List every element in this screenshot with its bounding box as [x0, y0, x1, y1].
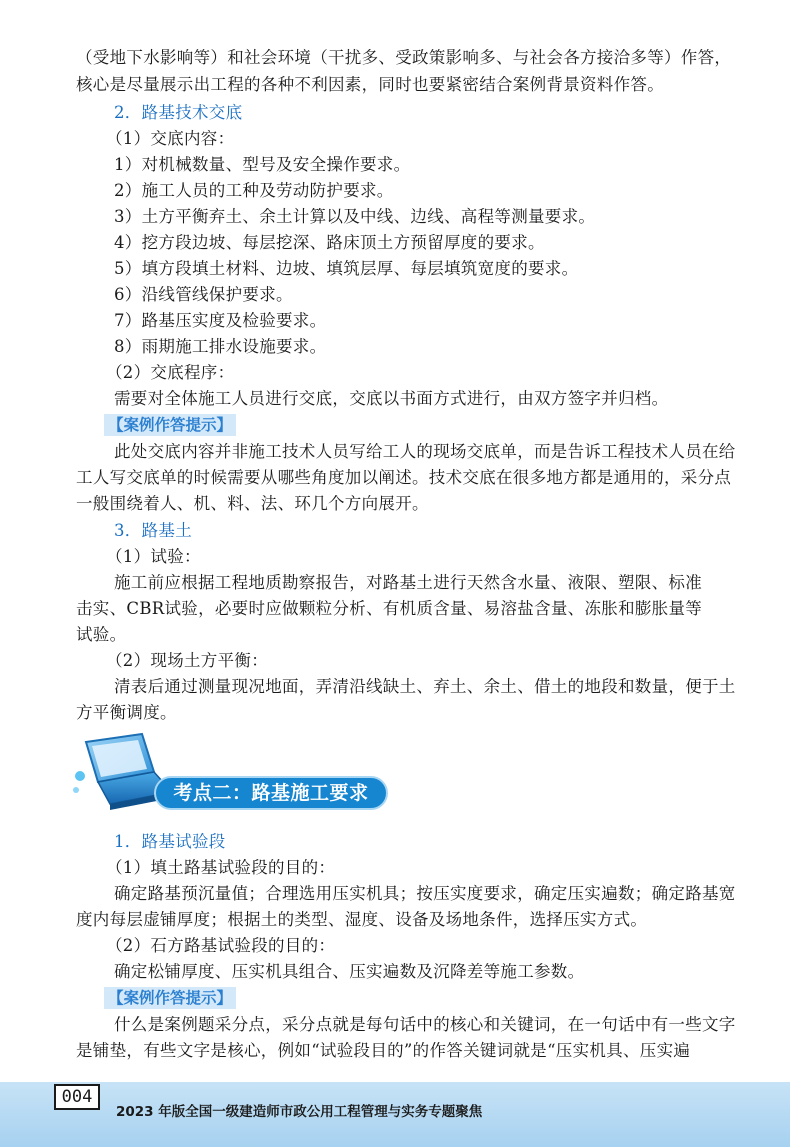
list-item: 2）施工人员的工种及劳动防护要求。	[114, 181, 394, 200]
tip-1-line-1: 此处交底内容并非施工技术人员写给工人的现场交底单，而是告诉工程技术人员在给	[114, 442, 736, 461]
exam-point-banner	[72, 732, 392, 816]
b1-subheading-2: （2）石方路基试验段的目的：	[106, 936, 336, 955]
list-item: 8）雨期施工排水设施要求。	[114, 337, 327, 356]
b1-heading: 1．路基试验段	[114, 832, 226, 851]
list-item: 3）土方平衡弃土、余土计算以及中线、边线、高程等测量要求。	[114, 207, 596, 226]
tip-2-line-1: 什么是案例题采分点，采分点就是每句话中的核心和关键词，在一句话中有一些文字	[114, 1015, 736, 1034]
tip-1-line-2: 工人写交底单的时候需要从哪些角度加以阐述。技术交底在很多地方都是通用的，采分点	[76, 468, 732, 487]
banner-title: 考点二：路基施工要求	[173, 782, 369, 804]
section-3-p1-line-3: 试验。	[76, 625, 127, 644]
section-2-subheading-1: （1）交底内容：	[106, 129, 235, 148]
intro-line-2: 核心是尽量展示出工程的各种不利因素，同时也要紧密结合案例背景资料作答。	[76, 75, 664, 94]
case-tip-label-2: 【案例作答提示】	[104, 987, 236, 1009]
list-item: 1）对机械数量、型号及安全操作要求。	[114, 155, 411, 174]
section-2-heading: 2．路基技术交底	[114, 103, 243, 122]
case-tip-label: 【案例作答提示】	[104, 414, 236, 436]
list-item: 6）沿线管线保护要求。	[114, 285, 293, 304]
tip-1-line-3: 一般围绕着人、机、料、法、环几个方向展开。	[76, 494, 429, 513]
section-3-p2-line-1: 清表后通过测量现况地面，弄清沿线缺土、弃土、余土、借土的地段和数量，便于土	[114, 677, 736, 696]
book-title: 2023 年版全国一级建造师市政公用工程管理与实务专题聚焦	[116, 1104, 483, 1120]
tip-2-line-2: 是铺垫，有些文字是核心，例如“试验段目的”的作答关键词就是“压实机具、压实遍	[76, 1041, 691, 1060]
list-item: 7）路基压实度及检验要求。	[114, 311, 327, 330]
list-item: 4）挖方段边坡、每层挖深、路床顶土方预留厚度的要求。	[114, 233, 545, 252]
intro-line-1: （受地下水影响等）和社会环境（干扰多、受政策影响多、与社会各方接洽多等）作答，	[76, 48, 732, 67]
banner-pill	[154, 776, 388, 810]
b1-p2-line: 确定松铺厚度、压实机具组合、压实遍数及沉降差等施工参数。	[114, 962, 585, 981]
list-item: 5）填方段填土材料、边坡、填筑层厚、每层填筑宽度的要求。	[114, 259, 579, 278]
section-2-subheading-2: （2）交底程序：	[106, 363, 235, 382]
b1-p1-line-2: 度内每层虚铺厚度；根据土的类型、湿度、设备及场地条件，选择压实方式。	[76, 910, 648, 929]
section-3-subheading-1: （1）试验：	[106, 547, 201, 566]
page-number: 004	[54, 1084, 100, 1110]
section-2-procedure-text: 需要对全体施工人员进行交底，交底以书面方式进行，由双方签字并归档。	[114, 389, 669, 408]
section-3-heading: 3．路基土	[114, 521, 192, 540]
b1-subheading-1: （1）填土路基试验段的目的：	[106, 858, 336, 877]
section-3-p1-line-1: 施工前应根据工程地质勘察报告，对路基土进行天然含水量、液限、塑限、标准	[114, 573, 702, 592]
section-3-p1-line-2: 击实、CBR试验，必要时应做颗粒分析、有机质含量、易溶盐含量、冻胀和膨胀量等	[76, 599, 703, 618]
b1-p1-line-1: 确定路基预沉量值；合理选用压实机具；按压实度要求，确定压实遍数；确定路基宽	[114, 884, 736, 903]
section-3-p2-line-2: 方平衡调度。	[76, 703, 177, 722]
section-3-subheading-2: （2）现场土方平衡：	[106, 651, 268, 670]
